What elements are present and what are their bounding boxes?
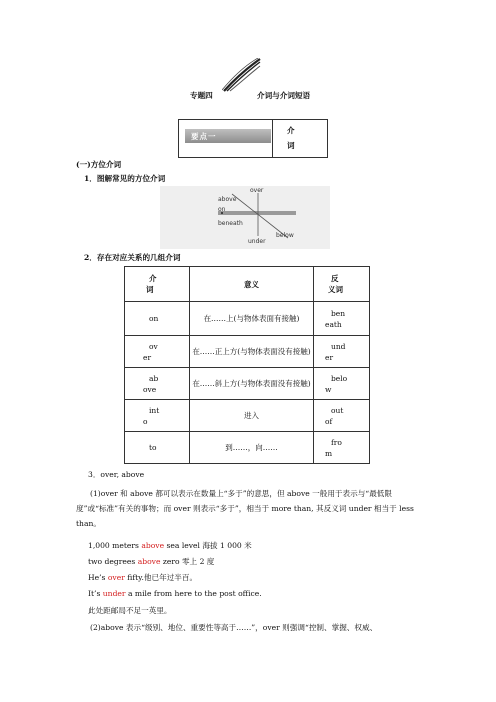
- table-row: [125, 368, 370, 400]
- paragraph-1: (1)over 和 above 都可以表示在数量上“多于”的意思，但 above 一般用于表示与“最低限度”或“标准”有关的事物；而 over 则表示“多于”，相当于 more than, 其反义词 under 相当于 less than。: [76, 489, 414, 528]
- key-point-divider: [272, 120, 273, 157]
- table-header-row: [125, 267, 370, 302]
- page-title: 介词与介词短语: [257, 91, 311, 100]
- cell-meaning: 进入: [190, 400, 314, 432]
- example-1: 1,000 meters above sea level 海拔 1 000 米: [88, 541, 252, 550]
- diagram-label-under: under: [248, 238, 266, 245]
- key-point-badge-text: 要点一: [191, 132, 217, 141]
- example-4-highlight: under: [102, 589, 126, 598]
- cell-meaning: 在……斜上方(与物体表面没有接触): [190, 368, 314, 400]
- cell-preposition: on: [125, 302, 190, 336]
- subheading-2: 2．存在对应关系的几组介词: [84, 253, 181, 262]
- diagram-label-over: over: [250, 187, 264, 194]
- cell-preposition: ab ove: [125, 368, 190, 400]
- cell-meaning: 在……正上方(与物体表面没有接触): [190, 336, 314, 368]
- section-heading-1: (一)方位介词: [76, 160, 122, 169]
- example-3: He’s over fifty.他已年过半百。: [88, 573, 198, 582]
- table-row: [125, 336, 370, 368]
- diagram-label-on: on: [218, 206, 226, 213]
- cell-meaning: 到……，向……: [190, 432, 314, 464]
- diagram-label-beneath: beneath: [218, 220, 243, 227]
- example-4-translation: 此处距邮局不足一英里。: [88, 606, 172, 615]
- example-2-highlight: above: [137, 557, 161, 566]
- cell-antonym: belo w: [314, 368, 370, 400]
- cell-meaning: 在……上(与物体表面有接触): [190, 302, 314, 336]
- table-row: [125, 432, 370, 464]
- paragraph-2: (2)above 表示“级别、地位、重要性等高于……”，over 则强调“控制、掌握、权威、: [90, 623, 378, 632]
- example-3-highlight: over: [107, 573, 125, 582]
- header-cell-preposition: 介 词: [125, 267, 190, 302]
- table-row: [125, 302, 370, 336]
- example-2: two degrees above zero 零上 2 度: [88, 557, 215, 566]
- cell-preposition: int o: [125, 400, 190, 432]
- key-point-char-1: 介: [287, 126, 295, 135]
- preposition-diagram-svg: [160, 186, 330, 249]
- cell-antonym: und er: [314, 336, 370, 368]
- cell-antonym: out of: [314, 400, 370, 432]
- subheading-1: 1．图解常见的方位介词: [84, 174, 166, 183]
- example-4: It’s under a mile from here to the post office.: [88, 589, 262, 598]
- topic-label: 专题四: [190, 91, 213, 100]
- decorative-swoosh-icon: [222, 58, 262, 92]
- header-cell-meaning: 意义: [190, 267, 314, 302]
- cell-preposition: ov er: [125, 336, 190, 368]
- cell-antonym: ben eath: [314, 302, 370, 336]
- cell-preposition: to: [125, 432, 190, 464]
- section-heading-3: 3．over, above: [88, 470, 145, 479]
- preposition-diagram: [160, 186, 330, 249]
- cell-antonym: fro m: [314, 432, 370, 464]
- header-cell-antonym: 反 义词: [314, 267, 370, 302]
- key-point-badge: [185, 129, 271, 143]
- diagram-surface-bar: [218, 211, 296, 215]
- key-point-char-2: 词: [287, 141, 295, 150]
- diagram-label-below: below: [276, 232, 294, 239]
- key-point-box: [178, 119, 328, 158]
- table-row: [125, 400, 370, 432]
- diagram-label-above: above: [218, 196, 237, 203]
- example-1-highlight: above: [141, 541, 165, 550]
- preposition-table: [124, 266, 370, 464]
